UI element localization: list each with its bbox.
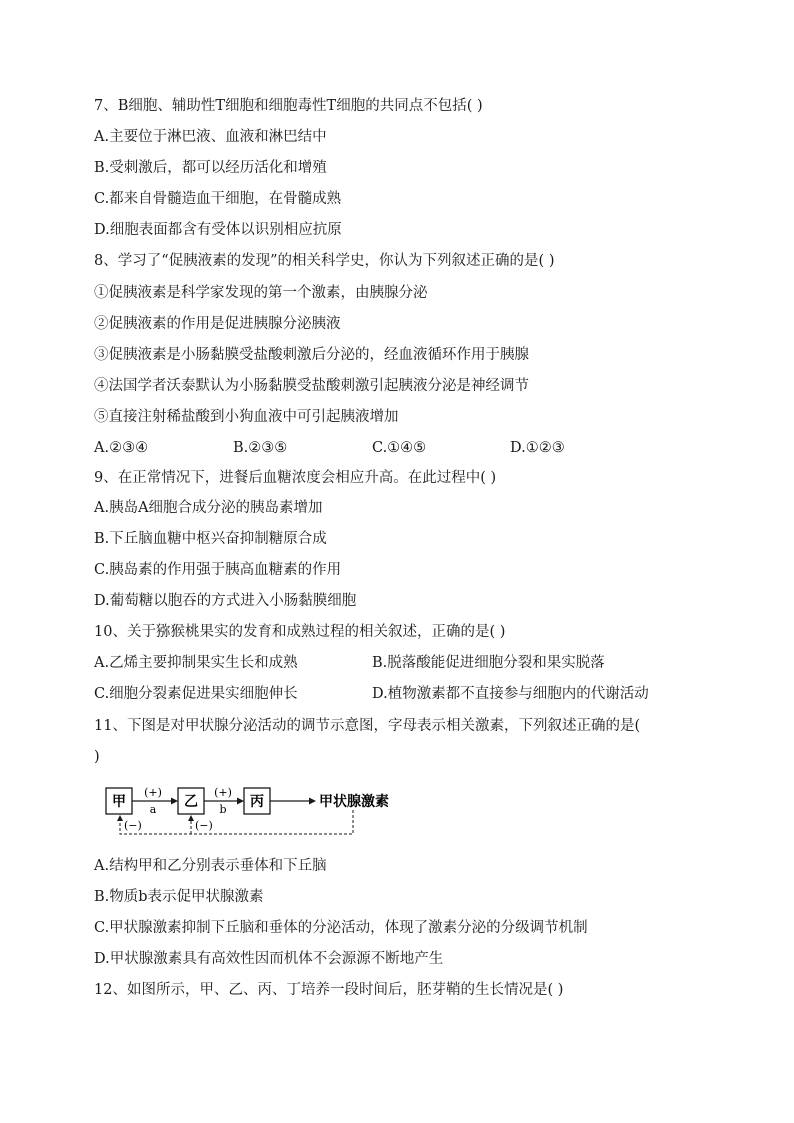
q9-stem: 9、在正常情况下，进餐后血糖浓度会相应升高。在此过程中( ) — [94, 470, 497, 486]
q8-statement-1: ①促胰液素是科学家发现的第一个激素，由胰腺分泌 — [94, 285, 428, 301]
q9-option-a: A.胰岛A细胞合成分泌的胰岛素增加 — [94, 500, 323, 516]
q8-statement-3: ③促胰液素是小肠黏膜受盐酸刺激后分泌的，经血液循环作用于胰腺 — [94, 347, 529, 363]
box-jia-label: 甲 — [112, 794, 126, 810]
q8-statement-4: ④法国学者沃泰默认为小肠黏膜受盐酸刺激引起胰液分泌是神经调节 — [94, 378, 529, 394]
q8-option-c: C.①④⑤ — [372, 440, 427, 456]
q7-stem: 7、B细胞、辅助性T细胞和细胞毒性T细胞的共同点不包括( ) — [94, 98, 483, 114]
q11-option-a: A.结构甲和乙分别表示垂体和下丘脑 — [94, 858, 327, 874]
q7-option-d: D.细胞表面都含有受体以识别相应抗原 — [94, 222, 342, 238]
q9-option-c: C.胰岛素的作用强于胰高血糖素的作用 — [94, 562, 342, 578]
q11-stem-line1: 11、下图是对甲状腺分泌活动的调节示意图，字母表示相关激素，下列叙述正确的是( — [94, 718, 641, 734]
q7-option-a: A.主要位于淋巴液、血液和淋巴结中 — [94, 129, 327, 145]
q9-option-b: B.下丘脑血糖中枢兴奋抑制糖原合成 — [94, 531, 327, 547]
q8-option-b: B.②③⑤ — [233, 440, 288, 456]
q10-option-d: D.植物激素都不直接参与细胞内的代谢活动 — [372, 686, 649, 702]
q8-option-a: A.②③④ — [94, 440, 149, 456]
q9-option-d: D.葡萄糖以胞吞的方式进入小肠黏膜细胞 — [94, 593, 357, 609]
q10-option-a: A.乙烯主要抑制果实生长和成熟 — [94, 655, 298, 671]
q11-option-b: B.物质b表示促甲状腺激素 — [94, 889, 264, 905]
box-bing-label: 丙 — [250, 794, 264, 810]
box-yi-label: 乙 — [184, 794, 198, 810]
q8-option-d: D.①②③ — [510, 440, 565, 456]
q10-option-c: C.细胞分裂素促进果实细胞伸长 — [94, 686, 298, 702]
q8-statement-5: ⑤直接注射稀盐酸到小狗血液中可引起胰液增加 — [94, 409, 399, 425]
thyroid-regulation-diagram — [100, 778, 420, 840]
plus-a: (+) — [144, 786, 162, 799]
q8-stem: 8、学习了“促胰液素的发现”的相关科学史，你认为下列叙述正确的是( ) — [94, 253, 555, 269]
minus-1: (−) — [124, 819, 142, 832]
plus-b: (+) — [214, 786, 232, 799]
q10-option-b: B.脱落酸能促进细胞分裂和果实脱落 — [372, 655, 605, 671]
output-label: 甲状腺激素 — [319, 794, 389, 810]
q7-option-c: C.都来自骨髓造血干细胞，在骨髓成熟 — [94, 191, 342, 207]
minus-2: (−) — [195, 819, 213, 832]
q10-stem: 10、关于猕猴桃果实的发育和成熟过程的相关叙述，正确的是( ) — [94, 624, 506, 640]
q11-option-d: D.甲状腺激素具有高效性因而机体不会源源不断地产生 — [94, 951, 444, 967]
q11-option-c: C.甲状腺激素抑制下丘脑和垂体的分泌活动，体现了激素分泌的分级调节机制 — [94, 920, 588, 936]
label-b: b — [219, 803, 227, 816]
q12-stem: 12、如图所示，甲、乙、丙、丁培养一段时间后，胚芽鞘的生长情况是( ) — [94, 982, 564, 998]
q7-option-b: B.受刺激后，都可以经历活化和增殖 — [94, 160, 327, 176]
q8-statement-2: ②促胰液素的作用是促进胰腺分泌胰液 — [94, 316, 341, 332]
q11-stem-line2: ) — [94, 749, 100, 765]
label-a: a — [149, 803, 157, 816]
